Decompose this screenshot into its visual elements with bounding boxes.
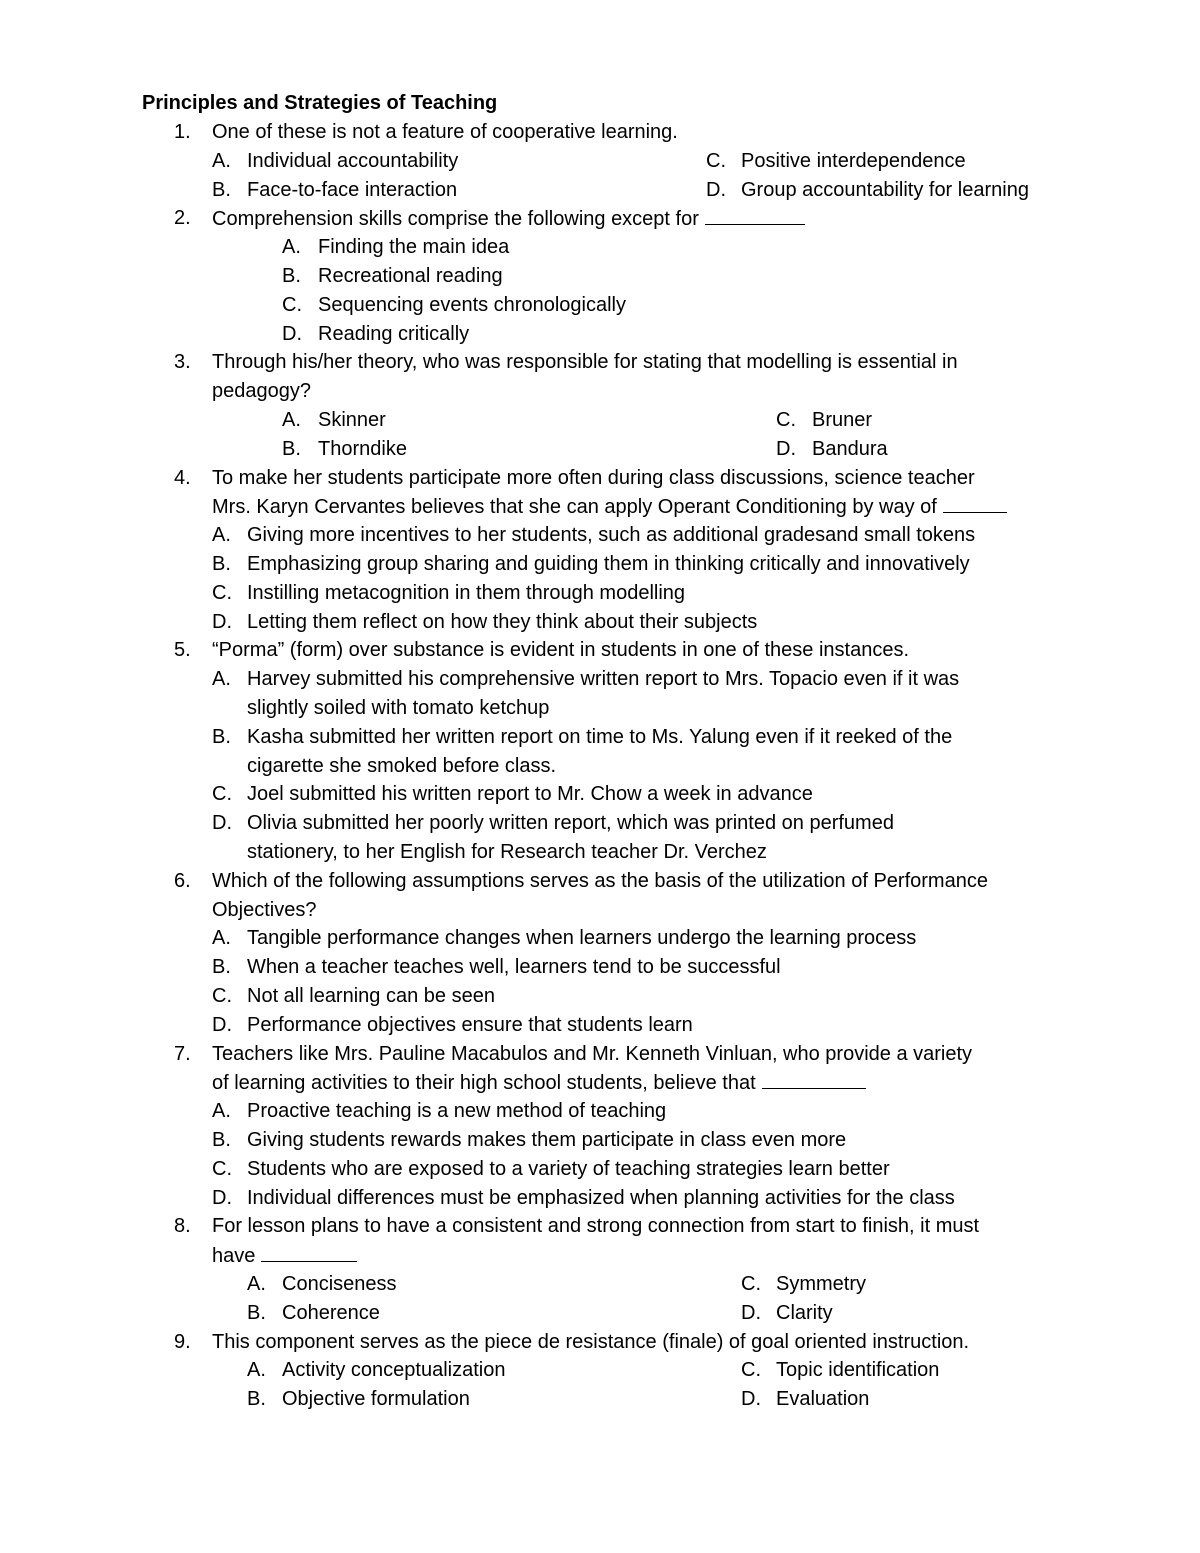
- choice-text: Activity conceptualization: [282, 1359, 506, 1382]
- question-number: 9.: [174, 1330, 191, 1353]
- choice-text: Bandura: [812, 437, 888, 460]
- answer-blank: [943, 494, 1007, 513]
- choice-letter: A.: [212, 149, 231, 172]
- choice-letter: B.: [212, 553, 231, 575]
- choice-letter: B.: [282, 265, 301, 287]
- choice-text: Face-to-face interaction: [247, 178, 458, 201]
- question-stem-line: pedagogy?: [212, 380, 311, 403]
- choice-letter: A.: [282, 409, 301, 431]
- question-stem-line: One of these is not a feature of cooperative learning.: [212, 121, 678, 143]
- question-stem-line: For lesson plans to have a consistent and strong connection from start to finish, it must: [212, 1215, 980, 1238]
- choice-text-continued: slightly soiled with tomato ketchup: [247, 697, 550, 719]
- choice-text: Emphasizing group sharing and guiding them in thinking critically and innovatively: [247, 553, 970, 575]
- choice-text: Giving students rewards makes them participate in class even more: [247, 1129, 847, 1151]
- choice-letter: A.: [247, 1273, 266, 1295]
- question-number: 6.: [174, 869, 191, 892]
- question-stem-line: of learning activities to their high school students, believe that: [212, 1070, 866, 1094]
- choice-text: Students who are exposed to a variety of teaching strategies learn better: [247, 1157, 890, 1180]
- choice-text: Sequencing events chronologically: [318, 293, 626, 316]
- choice-text: Recreational reading: [318, 265, 503, 287]
- question-stem-line: Which of the following assumptions serves as the basis of the utilization of Performance: [212, 869, 988, 892]
- question-number: 7.: [174, 1042, 191, 1065]
- choice-letter: C.: [282, 293, 302, 316]
- choice-text: Not all learning can be seen: [247, 985, 495, 1007]
- question-number: 3.: [174, 351, 191, 374]
- answer-blank: [705, 206, 805, 225]
- choice-text: Bruner: [812, 409, 873, 431]
- choice-letter: D.: [212, 812, 232, 835]
- choice-letter: D.: [212, 1013, 232, 1036]
- question-number: 5.: [174, 639, 191, 662]
- answer-blank: [762, 1070, 866, 1089]
- choice-text: Kasha submitted her written report on time to Ms. Yalung even if it reeked of the: [247, 725, 953, 748]
- choice-letter: A.: [212, 668, 231, 691]
- document-title: Principles and Strategies of Teaching: [142, 92, 498, 114]
- choice-letter: A.: [212, 1100, 231, 1123]
- choice-text: Letting them reflect on how they think about their subjects: [247, 610, 758, 633]
- choice-text: Skinner: [318, 409, 386, 431]
- question-stem-line: Comprehension skills comprise the following except for: [212, 206, 805, 230]
- choice-letter: B.: [212, 178, 231, 201]
- question-stem-line: Teachers like Mrs. Pauline Macabulos and Mr. Kenneth Vinluan, who provide a variety: [212, 1042, 973, 1065]
- choice-text: Evaluation: [776, 1388, 870, 1411]
- question-number: 2.: [174, 207, 191, 230]
- choice-letter: D.: [212, 1186, 232, 1209]
- choice-letter: D.: [212, 610, 232, 633]
- choice-text: Finding the main idea: [318, 236, 510, 259]
- choice-letter: D.: [282, 322, 302, 345]
- choice-text: Individual differences must be emphasized when planning activities for the class: [247, 1186, 955, 1209]
- question-stem-line: Objectives?: [212, 898, 317, 921]
- choice-text: Conciseness: [282, 1273, 397, 1295]
- choice-letter: C.: [741, 1359, 761, 1382]
- choice-text: Group accountability for learning: [741, 178, 1029, 201]
- choice-letter: D.: [706, 178, 726, 201]
- choice-letter: B.: [212, 956, 231, 979]
- question-number: 4.: [174, 466, 191, 489]
- choice-letter: D.: [741, 1301, 761, 1324]
- choice-letter: C.: [741, 1273, 761, 1295]
- choice-letter: D.: [741, 1388, 761, 1411]
- choice-text: Olivia submitted her poorly written report, which was printed on perfumed: [247, 812, 894, 835]
- choice-letter: C.: [212, 783, 232, 806]
- choice-letter: D.: [776, 437, 796, 460]
- choice-text: Positive interdependence: [741, 149, 966, 172]
- choice-letter: B.: [247, 1388, 266, 1411]
- choice-letter: A.: [282, 236, 301, 259]
- choice-text: Giving more incentives to her students, such as additional gradesand small tokens: [247, 524, 976, 547]
- choice-text: Performance objectives ensure that students learn: [247, 1013, 693, 1036]
- question-stem-line: To make her students participate more often during class discussions, science teacher: [212, 466, 975, 489]
- choice-letter: C.: [212, 1157, 232, 1180]
- choice-text: Harvey submitted his comprehensive written report to Mrs. Topacio even if it was: [247, 668, 960, 691]
- choice-letter: C.: [212, 581, 232, 604]
- choice-letter: A.: [212, 524, 231, 547]
- choice-text: Instilling metacognition in them through modelling: [247, 581, 686, 604]
- choice-text: Topic identification: [776, 1359, 940, 1382]
- choice-letter: B.: [282, 437, 301, 460]
- choice-letter: A.: [247, 1359, 266, 1382]
- question-stem-line: have: [212, 1243, 357, 1267]
- choice-text: Proactive teaching is a new method of teaching: [247, 1100, 667, 1123]
- question-stem-line: Through his/her theory, who was responsible for stating that modelling is essential in: [212, 351, 958, 374]
- choice-text: Individual accountability: [247, 149, 459, 172]
- choice-text: When a teacher teaches well, learners tend to be successful: [247, 956, 781, 979]
- choice-text: Reading critically: [318, 322, 470, 345]
- choice-text: Symmetry: [776, 1273, 866, 1295]
- choice-text-continued: stationery, to her English for Research teacher Dr. Verchez: [247, 841, 767, 863]
- choice-letter: C.: [212, 985, 232, 1007]
- choice-text: Objective formulation: [282, 1388, 470, 1411]
- choice-letter: B.: [212, 725, 231, 748]
- question-stem-line: Mrs. Karyn Cervantes believes that she can apply Operant Conditioning by way of: [212, 494, 1007, 518]
- question-stem-line: This component serves as the piece de resistance (finale) of goal oriented instruction.: [212, 1330, 970, 1353]
- choice-text: Clarity: [776, 1301, 833, 1324]
- answer-blank: [261, 1243, 357, 1262]
- choice-letter: C.: [706, 149, 726, 172]
- choice-letter: C.: [776, 409, 796, 431]
- choice-text: Coherence: [282, 1301, 380, 1324]
- question-number: 1.: [174, 121, 191, 143]
- choice-letter: B.: [247, 1301, 266, 1324]
- choice-text: Joel submitted his written report to Mr. Chow a week in advance: [247, 783, 813, 806]
- question-stem-line: “Porma” (form) over substance is evident in students in one of these instances.: [212, 639, 910, 662]
- choice-letter: B.: [212, 1129, 231, 1151]
- question-number: 8.: [174, 1215, 191, 1238]
- choice-text: Tangible performance changes when learners undergo the learning process: [247, 927, 917, 950]
- choice-letter: A.: [212, 927, 231, 950]
- choice-text: Thorndike: [318, 437, 407, 460]
- choice-text-continued: cigarette she smoked before class.: [247, 754, 557, 777]
